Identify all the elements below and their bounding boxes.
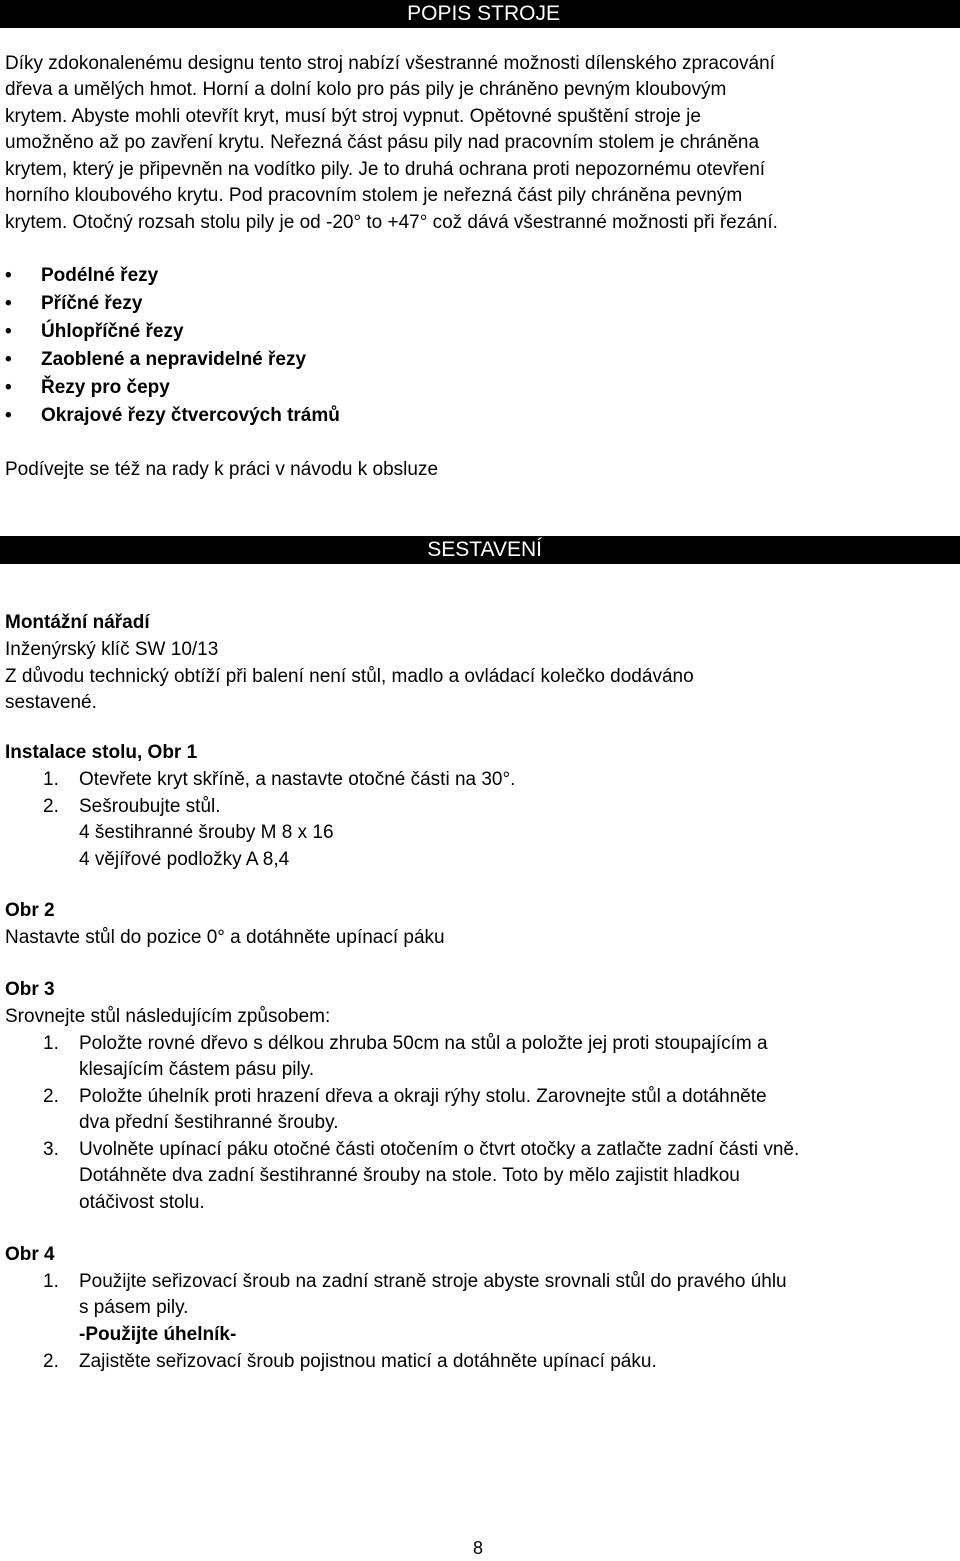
fig3-step <box>5 1031 768 1058</box>
step-number: 2. <box>43 1086 59 1107</box>
step-note: -Použijte úhelník- <box>79 1324 237 1345</box>
intro-line: krytem, který je připevněn na vodítko pily. Je to druhá ochrana proti nepozornému otevření <box>5 159 766 180</box>
tools-heading: Montážní nářadí <box>5 612 150 633</box>
fig3-intro: Srovnejte stůl následujícím způsobem: <box>5 1006 331 1027</box>
step-number: 1. <box>43 1033 59 1054</box>
fig2-text: Nastavte stůl do pozice 0° a dotáhněte upínací páku <box>5 927 445 948</box>
fig3-step <box>5 1084 767 1111</box>
bullet-icon: • <box>5 405 12 426</box>
section-title: SESTAVENÍ <box>427 538 542 561</box>
step-number: 1. <box>43 1271 59 1292</box>
step-text: Položte úhelník proti hrazení dřeva a okraji rýhy stolu. Zarovnejte stůl a dotáhněte <box>79 1086 767 1107</box>
step-number: 2. <box>43 1351 59 1372</box>
step-text: Uvolněte upínací páku otočné části otočením o čtvrt otočky a zatlačte zadní části vně. <box>79 1139 800 1160</box>
fig4-heading: Obr 4 <box>5 1244 55 1265</box>
fig1-subitem: 4 vějířové podložky A 8,4 <box>79 849 290 870</box>
list-item-label: Podélné řezy <box>41 265 159 286</box>
step-text-cont: Dotáhněte dva zadní šestihranné šrouby na stole. Toto by mělo zajistit hladkou <box>79 1165 740 1186</box>
fig4-step <box>5 1269 787 1296</box>
fig4-step <box>5 1349 657 1376</box>
list-item-label: Okrajové řezy čtvercových trámů <box>41 405 340 426</box>
fig1-heading: Instalace stolu, Obr 1 <box>5 742 198 763</box>
list-item-label: Úhlopříčné řezy <box>41 321 184 342</box>
bullet-icon: • <box>5 293 12 314</box>
list-item <box>5 402 340 430</box>
tools-line: Inženýrský klíč SW 10/13 <box>5 639 219 660</box>
list-item-label: Zaoblené a nepravidelné řezy <box>41 349 307 370</box>
bullet-icon: • <box>5 321 12 342</box>
list-item <box>5 318 184 346</box>
step-text: Použijte seřizovací šroub na zadní straně stroje abyste srovnali stůl do pravého úhlu <box>79 1271 787 1292</box>
tools-line: Z důvodu technický obtíží při balení není stůl, madlo a ovládací kolečko dodáváno <box>5 666 694 687</box>
section-header-popis-stroje <box>0 0 960 28</box>
step-number: 3. <box>43 1139 59 1160</box>
step-text: Otevřete kryt skříně, a nastavte otočné části na 30°. <box>79 769 516 790</box>
intro-line: krytem. Otočný rozsah stolu pily je od -20° to +47° což dává všestranné možnosti při řezání. <box>5 212 778 233</box>
list-item <box>5 374 170 402</box>
fig2-heading: Obr 2 <box>5 900 55 921</box>
step-text-cont: klesajícím částem pásu pily. <box>79 1059 315 1080</box>
tools-line: sestavené. <box>5 692 97 713</box>
intro-line: horního kloubového krytu. Pod pracovním stolem je neřezná část pily chráněna pevným <box>5 185 743 206</box>
section-title: POPIS STROJE <box>407 2 560 25</box>
step-number: 2. <box>43 796 59 817</box>
note-text: Podívejte se též na rady k práci v návodu k obsluze <box>5 459 439 480</box>
step-text-cont: dva přední šestihranné šrouby. <box>79 1112 339 1133</box>
section-header-sestaveni <box>0 536 960 564</box>
fig3-heading: Obr 3 <box>5 979 55 1000</box>
fig3-step <box>5 1137 799 1164</box>
step-text: Zajistěte seřizovací šroub pojistnou maticí a dotáhněte upínací páku. <box>79 1351 657 1372</box>
list-item-label: Příčné řezy <box>41 293 143 314</box>
fig1-step <box>5 767 515 794</box>
intro-line: umožněno až po zavření krytu. Neřezná část pásu pily nad pracovním stolem je chráněna <box>5 132 760 153</box>
fig1-step <box>5 794 221 821</box>
step-text: Sešroubujte stůl. <box>79 796 221 817</box>
step-number: 1. <box>43 769 59 790</box>
fig1-subitem: 4 šestihranné šrouby M 8 x 16 <box>79 822 334 843</box>
step-text-cont: otáčivost stolu. <box>79 1192 205 1213</box>
step-text-cont: s pásem pily. <box>79 1297 189 1318</box>
bullet-icon: • <box>5 377 12 398</box>
intro-line: dřeva a umělých hmot. Horní a dolní kolo pro pás pily je chráněno pevným kloubovým <box>5 79 727 100</box>
list-item <box>5 262 158 290</box>
bullet-icon: • <box>5 265 12 286</box>
intro-line: krytem. Abyste mohli otevřít kryt, musí být stroj vypnut. Opětovné spuštění stroje je <box>5 106 701 127</box>
bullet-icon: • <box>5 349 12 370</box>
page-number: 8 <box>473 1538 484 1558</box>
intro-line: Díky zdokonalenému designu tento stroj nabízí všestranné možnosti dílenského zpracování <box>5 53 775 74</box>
list-item <box>5 346 306 374</box>
list-item <box>5 290 142 318</box>
step-text: Položte rovné dřevo s délkou zhruba 50cm na stůl a položte jej proti stoupajícím a <box>79 1033 768 1054</box>
list-item-label: Řezy pro čepy <box>41 377 170 398</box>
